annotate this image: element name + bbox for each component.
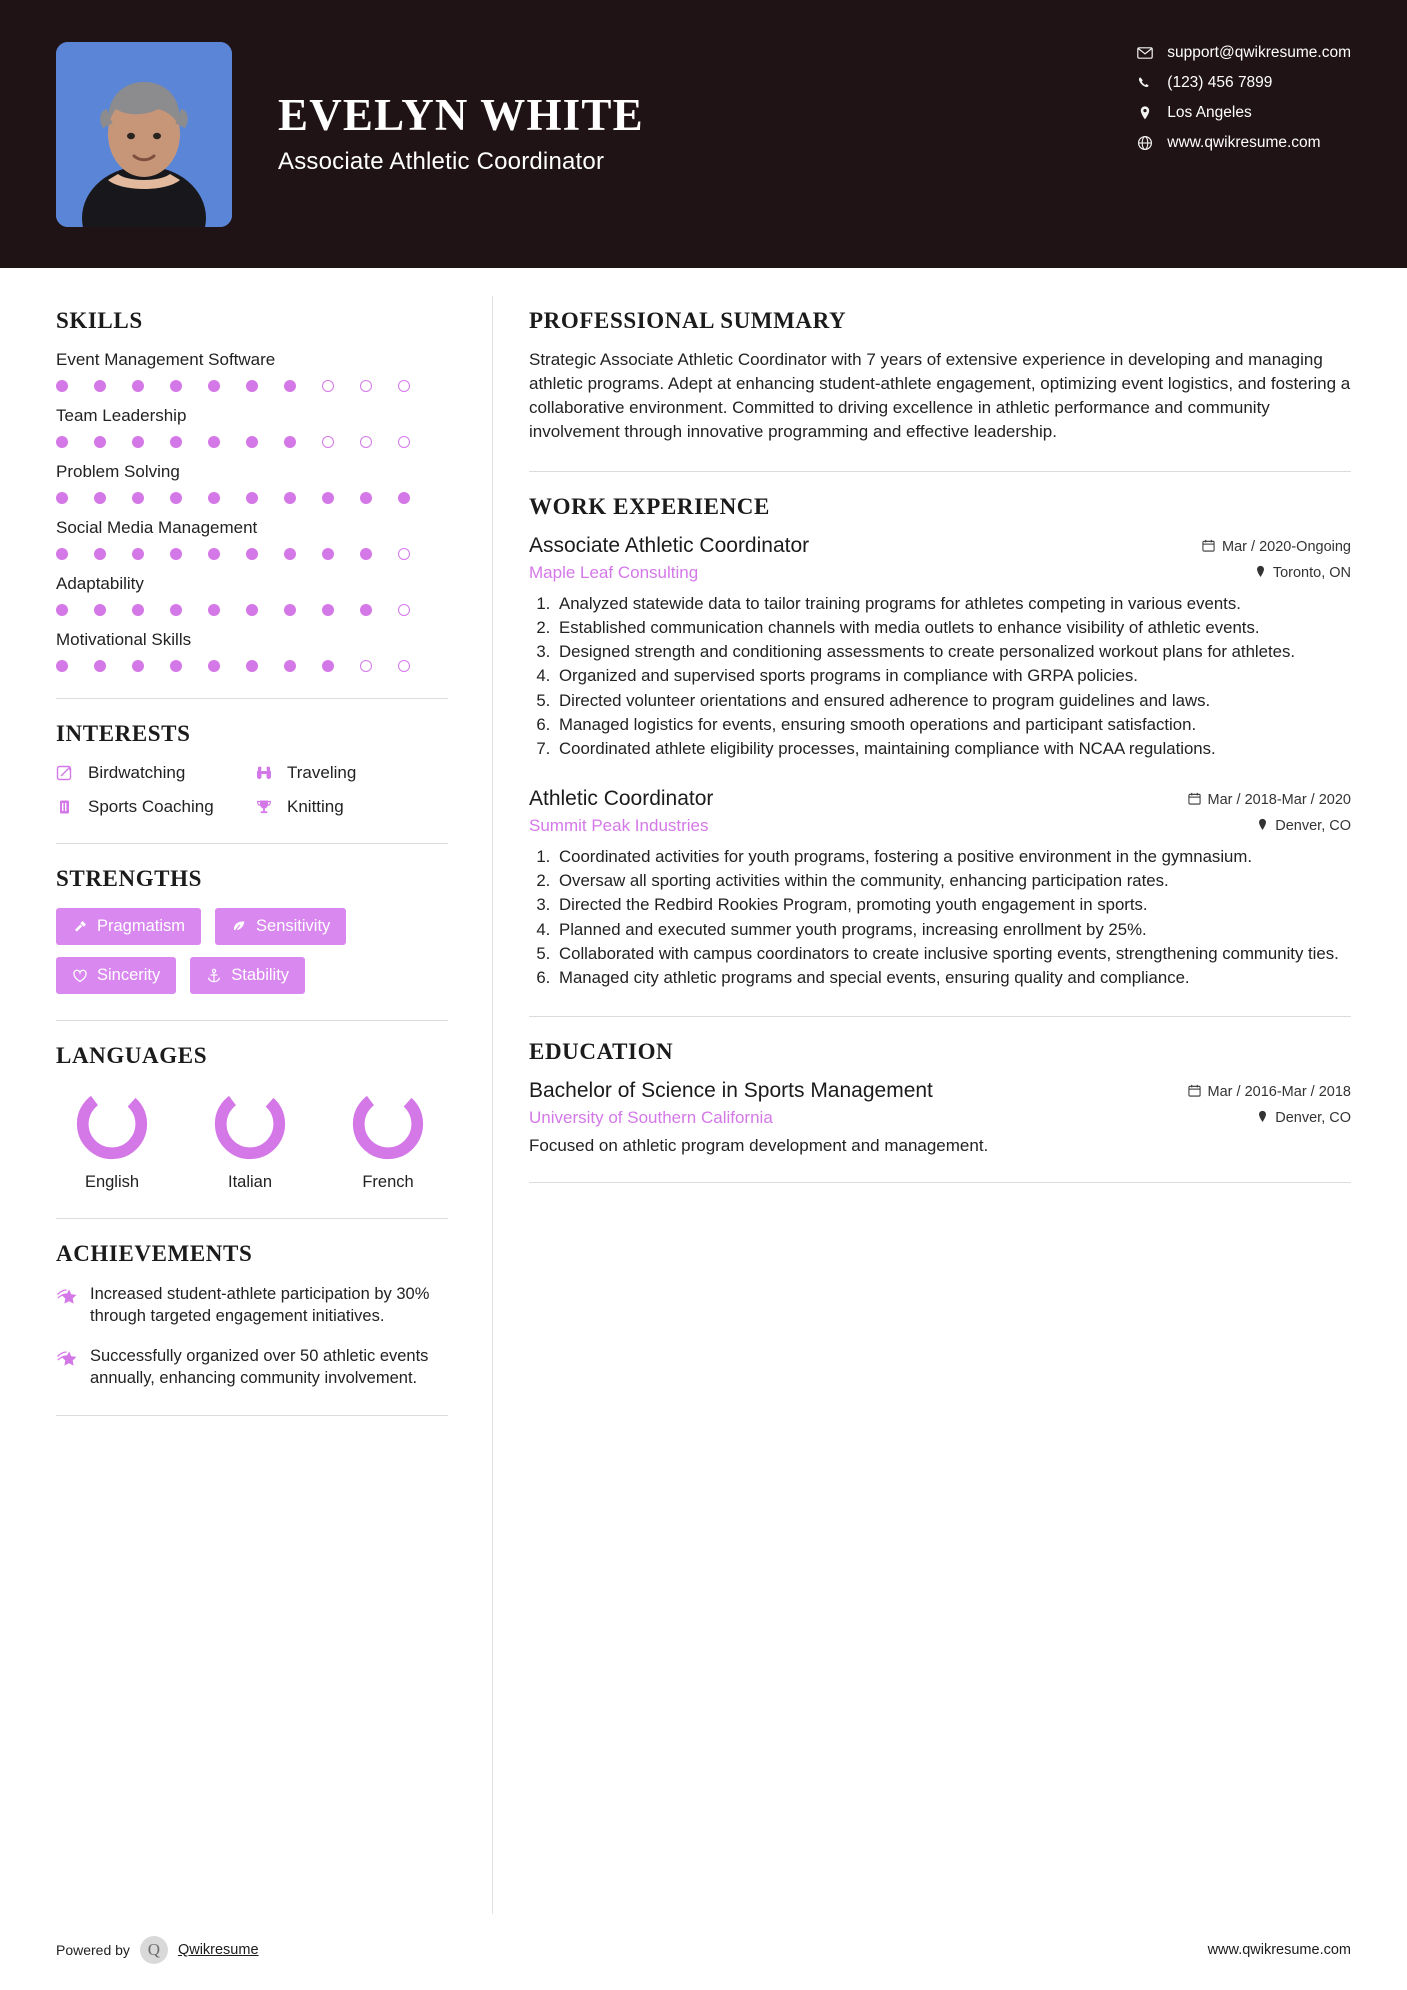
job-bullets	[529, 846, 1351, 990]
divider	[56, 1020, 448, 1021]
achievements-heading: ACHIEVEMENTS	[56, 1241, 253, 1266]
skill-item	[56, 518, 448, 560]
divider	[56, 1415, 448, 1416]
skill-label: Team Leadership	[56, 406, 187, 425]
achievement-item	[56, 1345, 448, 1389]
education-heading: EDUCATION	[529, 1038, 674, 1064]
job-date	[1188, 792, 1351, 809]
job-bullet: 5. Directed volunteer orientations and ensured adherence to program guidelines and laws.	[555, 690, 1351, 712]
location-pin-icon	[1257, 818, 1268, 835]
strength-chip	[190, 957, 305, 994]
skill-item	[56, 462, 448, 504]
contact-location-value: Los Angeles	[1167, 104, 1252, 121]
resume-header	[0, 0, 1407, 268]
location-pin-icon	[1255, 565, 1266, 582]
summary-heading: PROFESSIONAL SUMMARY	[529, 308, 847, 333]
language-item	[64, 1085, 160, 1192]
interest-item	[56, 763, 249, 783]
skill-label: Social Media Management	[56, 518, 258, 537]
job-bullets	[529, 593, 1351, 761]
language-label: English	[84, 1173, 140, 1191]
strength-label: Stability	[231, 966, 290, 984]
job-bullet: 6. Managed city athletic programs and special events, ensuring quality and compliance.	[555, 967, 1351, 989]
divider	[529, 1182, 1351, 1183]
skill-item	[56, 350, 448, 392]
divider	[529, 471, 1351, 472]
binoculars-icon	[255, 764, 281, 782]
powered-by	[56, 1936, 259, 1964]
calendar-icon	[1188, 792, 1201, 809]
job-bullet: 7. Coordinated athlete eligibility processes, maintaining compliance with NCAA regulations.	[555, 738, 1351, 760]
interest-item	[255, 797, 448, 817]
language-progress-ring	[211, 1085, 289, 1163]
skill-item	[56, 630, 448, 672]
job-location-value: Toronto, ON	[1272, 565, 1351, 581]
divider	[56, 698, 448, 699]
language-progress-ring	[349, 1085, 427, 1163]
main-content	[492, 296, 1407, 1914]
interest-label: Knitting	[287, 797, 344, 816]
interest-label: Traveling	[287, 763, 357, 782]
contact-email[interactable]	[1137, 44, 1351, 62]
job-location	[1255, 565, 1351, 582]
skill-rating	[56, 492, 448, 504]
experience-heading: WORK EXPERIENCE	[529, 493, 770, 519]
whistle-icon	[56, 798, 82, 816]
summary-text: Strategic Associate Athletic Coordinator with 7 years of extensive experience in developing and managing athletic programs. Adept at enhancing student-athlete engagement, optimizing event logistics, and fostering a collaborative environment. Committed to driving excellence in athletic performance and community involvement through innovative programming and effective leadership.	[529, 350, 1351, 442]
skill-rating	[56, 604, 448, 616]
sidebar	[0, 296, 492, 1914]
interest-item	[255, 763, 448, 783]
skill-item	[56, 406, 448, 448]
achievement-text: Increased student-athlete participation by 30% through targeted engagement initiatives.	[90, 1285, 430, 1326]
job-company: Summit Peak Industries	[529, 815, 709, 835]
skill-rating	[56, 660, 448, 672]
skill-label: Event Management Software	[56, 350, 276, 369]
job-bullet: 2. Oversaw all sporting activities within the community, enhancing participation rates.	[555, 870, 1351, 892]
achievement-text: Successfully organized over 50 athletic events annually, enhancing community involvement.	[90, 1347, 429, 1388]
contact-email-value: support@qwikresume.com	[1167, 44, 1351, 61]
interest-item	[56, 797, 249, 817]
interests-heading: INTERESTS	[56, 721, 191, 746]
job-bullet: 3. Directed the Redbird Rookies Program, promoting youth engagement in sports.	[555, 894, 1351, 916]
strength-chip	[56, 957, 176, 994]
job-bullet: 1. Analyzed statewide data to tailor training programs for athletes competing in various events.	[555, 593, 1351, 615]
job-location	[1257, 818, 1351, 835]
achievements-list	[56, 1283, 448, 1389]
contact-phone[interactable]	[1137, 74, 1351, 92]
bird-icon	[56, 764, 82, 782]
calendar-icon	[1202, 539, 1215, 556]
header-job-title: Associate Athletic Coordinator	[278, 147, 605, 175]
skill-label: Problem Solving	[56, 462, 180, 481]
education-date-value: Mar / 2016-Mar / 2018	[1207, 1084, 1351, 1101]
footer-url[interactable]: www.qwikresume.com	[1207, 1942, 1351, 1958]
heart-icon	[72, 968, 88, 984]
education-description: Focused on athletic program development and management.	[529, 1135, 989, 1155]
skills-heading: SKILLS	[56, 308, 143, 333]
experience-item	[529, 534, 1351, 761]
language-label: French	[362, 1173, 414, 1191]
language-item	[202, 1085, 298, 1192]
qwikresume-brand-link[interactable]: Qwikresume	[177, 1942, 259, 1958]
powered-by-label: Powered by	[56, 1942, 130, 1958]
skill-rating	[56, 380, 448, 392]
job-role: Athletic Coordinator	[529, 786, 714, 810]
language-label: Italian	[227, 1173, 273, 1191]
contact-phone-value: (123) 456 7899	[1167, 74, 1273, 91]
job-bullet: 6. Managed logistics for events, ensuring smooth operations and participant satisfaction.	[555, 714, 1351, 736]
anchor-icon	[206, 968, 222, 984]
email-icon	[1137, 45, 1167, 61]
interest-label: Birdwatching	[88, 763, 186, 782]
divider	[56, 1218, 448, 1219]
job-role: Associate Athletic Coordinator	[529, 533, 810, 557]
languages-heading: LANGUAGES	[56, 1043, 208, 1068]
strength-label: Pragmatism	[97, 917, 186, 935]
divider	[56, 843, 448, 844]
job-bullet: 4. Planned and executed summer youth programs, increasing enrollment by 25%.	[555, 919, 1351, 941]
globe-icon	[1137, 135, 1167, 151]
divider	[529, 1016, 1351, 1017]
education-school: University of Southern California	[529, 1107, 773, 1127]
skill-rating	[56, 436, 448, 448]
strength-chip	[56, 908, 201, 945]
job-date-value: Mar / 2020-Ongoing	[1222, 539, 1351, 555]
job-bullet: 1. Coordinated activities for youth programs, fostering a positive environment in the gymnasium.	[555, 846, 1351, 868]
strengths-heading: STRENGTHS	[56, 866, 203, 891]
page-title: EVELYN WHITE	[278, 90, 644, 141]
qwikresume-logo-icon: Q	[140, 1936, 168, 1964]
job-bullet: 5. Collaborated with campus coordinators to create inclusive sporting events, strengthening community ties.	[555, 943, 1351, 965]
language-progress-ring	[73, 1085, 151, 1163]
achievement-item	[56, 1283, 448, 1327]
skill-label: Adaptability	[56, 574, 144, 593]
phone-icon	[1137, 75, 1167, 91]
job-company: Maple Leaf Consulting	[529, 562, 699, 582]
contact-list	[1137, 44, 1351, 152]
education-location-value: Denver, CO	[1275, 1110, 1351, 1127]
job-bullet: 2. Established communication channels with media outlets to enhance visibility of athletic events.	[555, 617, 1351, 639]
hammer-icon	[72, 919, 88, 935]
avatar	[56, 42, 232, 227]
trophy-icon	[255, 798, 281, 816]
interests-list	[56, 763, 448, 817]
languages-list	[56, 1085, 448, 1192]
job-date	[1202, 539, 1351, 556]
job-bullet: 3. Designed strength and conditioning assessments to create personalized workout plans for athletes.	[555, 641, 1351, 663]
page-footer	[0, 1914, 1407, 1990]
name-block	[278, 92, 644, 175]
contact-website[interactable]	[1137, 134, 1351, 152]
skills-list	[56, 350, 448, 672]
skill-rating	[56, 548, 448, 560]
strength-label: Sincerity	[97, 966, 161, 984]
star-badge-icon	[56, 1345, 90, 1389]
education-degree: Bachelor of Science in Sports Management	[529, 1078, 933, 1102]
location-pin-icon	[1257, 1110, 1268, 1127]
experience-item	[529, 787, 1351, 990]
language-item	[340, 1085, 436, 1192]
calendar-icon	[1188, 1084, 1201, 1101]
skill-label: Motivational Skills	[56, 630, 192, 649]
interest-label: Sports Coaching	[88, 797, 214, 816]
contact-location	[1137, 104, 1351, 122]
skill-item	[56, 574, 448, 616]
strength-chip	[215, 908, 346, 945]
job-date-value: Mar / 2018-Mar / 2020	[1207, 792, 1351, 809]
education-date	[1188, 1084, 1351, 1101]
star-badge-icon	[56, 1283, 90, 1327]
contact-website-value: www.qwikresume.com	[1167, 134, 1321, 151]
leaf-icon	[231, 919, 247, 935]
education-location	[1257, 1110, 1351, 1127]
education-item	[529, 1079, 1351, 1156]
job-location-value: Denver, CO	[1275, 818, 1351, 835]
strength-label: Sensitivity	[256, 917, 331, 935]
resume-body	[0, 268, 1407, 1914]
location-pin-icon	[1137, 105, 1167, 121]
job-bullet: 4. Organized and supervised sports programs in compliance with GRPA policies.	[555, 665, 1351, 687]
strengths-list	[56, 908, 448, 994]
